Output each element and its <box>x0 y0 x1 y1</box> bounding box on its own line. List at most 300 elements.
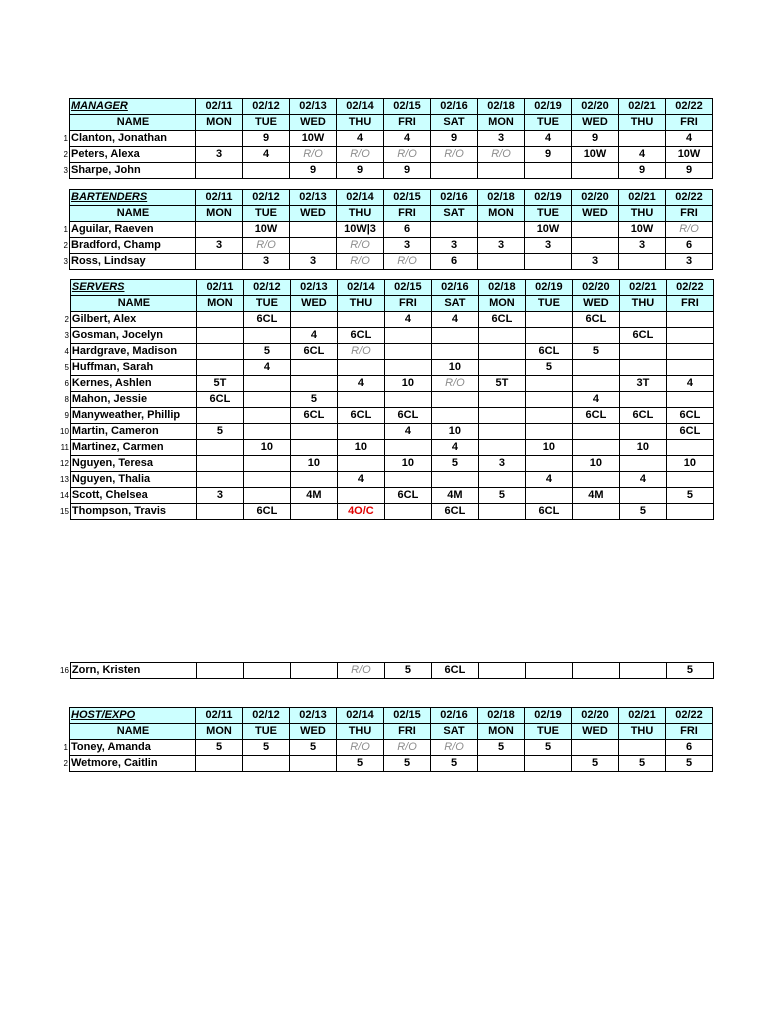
day-header-cell: WED <box>290 296 337 312</box>
shift-cell: 6CL <box>243 504 290 520</box>
shift-cell: 6CL <box>431 663 478 679</box>
shift-cell <box>619 740 666 756</box>
date-header-cell: 02/16 <box>431 708 478 724</box>
section-title: MANAGER <box>70 99 196 115</box>
day-header-cell: FRI <box>666 296 713 312</box>
shift-cell: 10 <box>243 440 290 456</box>
employee-name: Thompson, Travis <box>70 504 196 520</box>
shift-cell <box>196 360 243 376</box>
shift-cell: 6CL <box>572 408 619 424</box>
shift-cell <box>196 163 243 179</box>
shift-cell: 4 <box>384 424 431 440</box>
shift-cell: 9 <box>572 131 619 147</box>
shift-cell <box>478 254 525 270</box>
day-header-cell: THU <box>337 115 384 131</box>
shift-cell: 10W <box>666 147 713 163</box>
row-number: 3 <box>63 257 68 266</box>
row-number: 2 <box>64 315 69 324</box>
shift-cell <box>572 504 619 520</box>
date-header-cell: 02/12 <box>243 190 290 206</box>
shift-cell <box>525 312 572 328</box>
employee-name: Ross, Lindsay <box>70 254 196 270</box>
shift-cell: 6CL <box>337 328 384 344</box>
shift-cell: 3 <box>431 238 478 254</box>
shift-cell <box>337 360 384 376</box>
shift-cell <box>431 163 478 179</box>
day-header-cell: SAT <box>431 115 478 131</box>
shift-cell: 3 <box>478 456 525 472</box>
shift-cell <box>290 312 337 328</box>
day-header-cell: TUE <box>525 115 572 131</box>
day-header-cell: THU <box>337 296 384 312</box>
shift-cell <box>290 376 337 392</box>
date-header-cell: 02/20 <box>572 190 619 206</box>
shift-cell <box>243 663 290 679</box>
shift-cell: R/O <box>431 376 478 392</box>
shift-cell: 4 <box>337 131 384 147</box>
row-number-blank <box>60 296 70 312</box>
day-header-cell: FRI <box>666 206 713 222</box>
name-column-header: NAME <box>70 206 196 222</box>
shift-cell: 4 <box>525 131 572 147</box>
row-number: 6 <box>64 379 69 388</box>
shift-cell: 5 <box>384 756 431 772</box>
shift-cell: 6CL <box>478 312 525 328</box>
shift-cell <box>478 504 525 520</box>
shift-cell: 4 <box>243 360 290 376</box>
shift-cell <box>290 222 337 238</box>
shift-cell: 6CL <box>243 312 290 328</box>
date-header-row <box>60 280 713 296</box>
servers-schedule-table <box>60 279 714 520</box>
shift-cell: 4 <box>384 312 431 328</box>
shift-cell: 5 <box>196 424 243 440</box>
day-header-cell: THU <box>619 206 666 222</box>
row-number: 9 <box>64 411 69 420</box>
shift-cell: 3 <box>384 238 431 254</box>
shift-cell <box>243 472 290 488</box>
day-header-cell: WED <box>572 724 619 740</box>
table-row <box>60 740 713 756</box>
table-row <box>60 131 713 147</box>
shift-cell: 6CL <box>619 328 666 344</box>
shift-cell: 10 <box>619 440 666 456</box>
shift-cell <box>290 238 337 254</box>
day-header-cell: FRI <box>666 115 713 131</box>
shift-cell <box>666 312 713 328</box>
table-row <box>60 440 713 456</box>
shift-cell <box>243 488 290 504</box>
shift-cell: 3 <box>666 254 713 270</box>
shift-cell: 5 <box>290 392 337 408</box>
shift-cell <box>666 472 713 488</box>
day-header-cell: WED <box>290 115 337 131</box>
shift-cell: 6 <box>431 254 478 270</box>
shift-cell: 5 <box>243 344 290 360</box>
row-number: 14 <box>60 491 69 500</box>
date-header-cell: 02/19 <box>525 190 572 206</box>
shift-cell <box>290 756 337 772</box>
shift-cell: 3 <box>572 254 619 270</box>
day-header-cell: WED <box>572 296 619 312</box>
row-number-blank <box>60 190 70 206</box>
employee-name: Gosman, Jocelyn <box>70 328 196 344</box>
shift-cell <box>243 408 290 424</box>
shift-cell: 9 <box>337 163 384 179</box>
shift-cell <box>572 440 619 456</box>
shift-cell <box>572 238 619 254</box>
shift-cell <box>525 408 572 424</box>
employee-name: Wetmore, Caitlin <box>70 756 196 772</box>
table-row <box>60 392 713 408</box>
shift-cell: 6CL <box>384 488 431 504</box>
date-header-cell: 02/22 <box>666 99 713 115</box>
shift-cell: 4 <box>572 392 619 408</box>
date-header-cell: 02/15 <box>384 708 431 724</box>
name-column-header: NAME <box>70 296 196 312</box>
shift-cell: 4 <box>337 376 384 392</box>
shift-cell: 5 <box>478 740 525 756</box>
shift-cell: 4 <box>243 147 290 163</box>
shift-cell <box>525 163 572 179</box>
shift-cell: 3 <box>243 254 290 270</box>
shift-cell <box>619 131 666 147</box>
shift-cell: 10W <box>525 222 572 238</box>
shift-cell <box>478 344 525 360</box>
shift-cell <box>384 392 431 408</box>
date-header-cell: 02/13 <box>290 280 337 296</box>
row-number: 8 <box>64 395 69 404</box>
row-number: 1 <box>63 134 68 143</box>
day-header-cell: WED <box>290 724 337 740</box>
employee-name: Peters, Alexa <box>70 147 196 163</box>
employee-name: Zorn, Kristen <box>70 663 196 679</box>
shift-cell: R/O <box>384 254 431 270</box>
manager-schedule-table <box>60 98 713 179</box>
employee-name: Mahon, Jessie <box>70 392 196 408</box>
shift-cell: 9 <box>290 163 337 179</box>
shift-cell <box>478 408 525 424</box>
table-row <box>60 456 713 472</box>
shift-cell <box>384 344 431 360</box>
shift-cell: 10W <box>619 222 666 238</box>
shift-cell: 3 <box>525 238 572 254</box>
shift-cell <box>666 360 713 376</box>
date-header-cell: 02/12 <box>243 99 290 115</box>
date-header-cell: 02/20 <box>572 708 619 724</box>
shift-cell <box>619 360 666 376</box>
shift-cell: 6CL <box>196 392 243 408</box>
shift-cell <box>384 328 431 344</box>
shift-cell: 6 <box>666 740 713 756</box>
shift-cell: 5T <box>196 376 243 392</box>
shift-cell <box>478 472 525 488</box>
shift-cell <box>619 392 666 408</box>
shift-cell <box>290 504 337 520</box>
shift-cell: 5 <box>384 663 431 679</box>
day-header-cell: THU <box>619 296 666 312</box>
shift-cell: 5 <box>666 663 713 679</box>
shift-cell: 5 <box>478 488 525 504</box>
shift-cell <box>478 328 525 344</box>
day-header-row <box>60 724 713 740</box>
date-header-cell: 02/19 <box>525 99 572 115</box>
shift-cell: 9 <box>384 163 431 179</box>
shift-cell <box>196 456 243 472</box>
shift-cell <box>666 344 713 360</box>
shift-cell <box>196 312 243 328</box>
shift-cell: 10 <box>431 360 478 376</box>
shift-cell <box>243 328 290 344</box>
day-header-cell: MON <box>478 296 525 312</box>
shift-cell <box>525 392 572 408</box>
shift-cell: 3 <box>196 147 243 163</box>
shift-cell <box>619 312 666 328</box>
day-header-cell: FRI <box>384 115 431 131</box>
shift-cell: R/O <box>478 147 525 163</box>
shift-cell <box>525 488 572 504</box>
day-header-cell: MON <box>478 115 525 131</box>
shift-cell <box>196 472 243 488</box>
day-header-cell: SAT <box>431 296 478 312</box>
shift-cell <box>196 131 243 147</box>
shift-cell: R/O <box>290 147 337 163</box>
shift-cell <box>243 163 290 179</box>
day-header-cell: THU <box>337 724 384 740</box>
shift-cell <box>243 424 290 440</box>
row-number-blank <box>60 206 70 222</box>
shift-cell: 5 <box>431 756 478 772</box>
shift-cell: 6CL <box>525 344 572 360</box>
table-row <box>60 360 713 376</box>
shift-cell <box>431 222 478 238</box>
shift-cell <box>619 344 666 360</box>
table-row <box>60 147 713 163</box>
shift-cell <box>572 376 619 392</box>
name-column-header: NAME <box>70 115 196 131</box>
shift-cell: 5 <box>619 504 666 520</box>
day-header-cell: MON <box>196 206 243 222</box>
shift-cell: 4 <box>666 131 713 147</box>
shift-cell: R/O <box>337 740 384 756</box>
shift-cell <box>337 312 384 328</box>
row-number: 16 <box>60 666 69 675</box>
shift-cell: 10W <box>243 222 290 238</box>
shift-cell <box>478 440 525 456</box>
shift-cell <box>384 440 431 456</box>
date-header-cell: 02/11 <box>196 280 243 296</box>
shift-cell <box>666 504 713 520</box>
shift-cell: 6CL <box>290 344 337 360</box>
employee-name: Clanton, Jonathan <box>70 131 196 147</box>
table-row <box>60 312 713 328</box>
shift-cell: 4 <box>619 472 666 488</box>
shift-cell <box>196 328 243 344</box>
date-header-cell: 02/21 <box>619 190 666 206</box>
bartenders-schedule-table <box>60 189 713 270</box>
shift-cell: 5 <box>243 740 290 756</box>
shift-cell: 4 <box>290 328 337 344</box>
date-header-cell: 02/15 <box>384 280 431 296</box>
day-header-cell: TUE <box>243 724 290 740</box>
day-header-cell: WED <box>290 206 337 222</box>
shift-cell <box>572 222 619 238</box>
date-header-cell: 02/20 <box>572 99 619 115</box>
shift-cell: 4 <box>431 312 478 328</box>
date-header-cell: 02/19 <box>525 280 572 296</box>
shift-cell <box>196 222 243 238</box>
shift-cell: 5 <box>619 756 666 772</box>
day-header-cell: FRI <box>384 296 431 312</box>
date-header-cell: 02/12 <box>243 708 290 724</box>
name-column-header: NAME <box>70 724 196 740</box>
shift-cell: 6CL <box>666 408 713 424</box>
shift-cell: 5 <box>666 488 713 504</box>
shift-cell: 4 <box>619 147 666 163</box>
shift-cell <box>666 392 713 408</box>
shift-cell: R/O <box>384 740 431 756</box>
shift-cell <box>243 756 290 772</box>
shift-cell: 3T <box>619 376 666 392</box>
day-header-cell: TUE <box>243 296 290 312</box>
date-header-cell: 02/18 <box>478 708 525 724</box>
day-header-cell: THU <box>619 724 666 740</box>
row-number: 11 <box>60 443 69 452</box>
date-header-cell: 02/13 <box>290 99 337 115</box>
shift-cell: R/O <box>337 254 384 270</box>
table-row <box>60 488 713 504</box>
shift-cell <box>525 376 572 392</box>
shift-cell: 6CL <box>572 312 619 328</box>
shift-cell: 5 <box>337 756 384 772</box>
shift-cell: 9 <box>431 131 478 147</box>
shift-cell: 10W <box>290 131 337 147</box>
shift-cell: 10 <box>384 376 431 392</box>
shift-cell <box>666 440 713 456</box>
shift-cell: 3 <box>478 131 525 147</box>
shift-cell <box>572 740 619 756</box>
row-number-blank <box>60 724 70 740</box>
date-header-cell: 02/21 <box>619 708 666 724</box>
date-header-cell: 02/18 <box>478 99 525 115</box>
day-header-cell: TUE <box>525 724 572 740</box>
shift-cell <box>196 344 243 360</box>
shift-cell <box>525 424 572 440</box>
shift-cell: 6 <box>666 238 713 254</box>
row-number: 4 <box>64 347 69 356</box>
section-title: HOST/EXPO <box>70 708 196 724</box>
employee-name: Nguyen, Teresa <box>70 456 196 472</box>
row-number-blank <box>60 99 70 115</box>
shift-cell: 10 <box>572 456 619 472</box>
shift-cell <box>196 756 243 772</box>
row-number-blank <box>60 280 70 296</box>
shift-cell <box>478 360 525 376</box>
row-number-blank <box>60 708 70 724</box>
shift-cell: 9 <box>619 163 666 179</box>
table-row <box>60 472 713 488</box>
date-header-cell: 02/21 <box>619 99 666 115</box>
day-header-row <box>60 115 713 131</box>
shift-cell: 10 <box>290 456 337 472</box>
shift-cell <box>243 376 290 392</box>
shift-cell <box>290 440 337 456</box>
shift-cell <box>384 360 431 376</box>
day-header-cell: WED <box>572 115 619 131</box>
day-header-cell: MON <box>196 296 243 312</box>
day-header-row <box>60 296 713 312</box>
shift-cell <box>431 344 478 360</box>
shift-cell <box>337 392 384 408</box>
servers-extra-schedule-table <box>60 662 714 679</box>
date-header-cell: 02/13 <box>290 190 337 206</box>
shift-cell: 5 <box>525 360 572 376</box>
shift-cell: 5 <box>666 756 713 772</box>
shift-cell: 4M <box>290 488 337 504</box>
shift-cell <box>337 424 384 440</box>
shift-cell: 4M <box>572 488 619 504</box>
shift-cell: 4O/C <box>337 504 384 520</box>
section-title: BARTENDERS <box>70 190 196 206</box>
shift-cell <box>243 392 290 408</box>
shift-cell <box>572 472 619 488</box>
shift-cell: 6CL <box>619 408 666 424</box>
employee-name: Gilbert, Alex <box>70 312 196 328</box>
date-header-cell: 02/18 <box>478 280 525 296</box>
shift-cell <box>290 472 337 488</box>
date-header-cell: 02/13 <box>290 708 337 724</box>
employee-name: Hardgrave, Madison <box>70 344 196 360</box>
shift-cell: 10W|3 <box>337 222 384 238</box>
table-row <box>60 328 713 344</box>
shift-cell: 3 <box>619 238 666 254</box>
date-header-cell: 02/15 <box>384 99 431 115</box>
shift-cell: 9 <box>525 147 572 163</box>
shift-cell <box>196 504 243 520</box>
shift-cell <box>478 756 525 772</box>
date-header-cell: 02/14 <box>337 190 384 206</box>
employee-name: Toney, Amanda <box>70 740 196 756</box>
shift-cell: 10 <box>337 440 384 456</box>
shift-cell: 10W <box>572 147 619 163</box>
shift-cell: 9 <box>666 163 713 179</box>
shift-cell: R/O <box>431 147 478 163</box>
day-header-cell: MON <box>196 115 243 131</box>
shift-cell: R/O <box>337 238 384 254</box>
day-header-cell: WED <box>572 206 619 222</box>
shift-cell: 4 <box>431 440 478 456</box>
shift-cell: 6CL <box>525 504 572 520</box>
day-header-cell: SAT <box>431 206 478 222</box>
shift-cell: R/O <box>337 663 384 679</box>
shift-cell: 5 <box>196 740 243 756</box>
shift-cell <box>478 222 525 238</box>
row-number: 3 <box>63 166 68 175</box>
shift-cell <box>572 360 619 376</box>
date-header-cell: 02/22 <box>666 190 713 206</box>
date-header-cell: 02/11 <box>196 190 243 206</box>
shift-cell <box>478 663 525 679</box>
day-header-cell: MON <box>478 724 525 740</box>
shift-cell <box>384 504 431 520</box>
date-header-cell: 02/22 <box>666 280 713 296</box>
employee-name: Sharpe, John <box>70 163 196 179</box>
day-header-cell: TUE <box>243 115 290 131</box>
day-header-cell: TUE <box>243 206 290 222</box>
shift-cell <box>572 424 619 440</box>
shift-cell <box>196 440 243 456</box>
table-row <box>60 424 713 440</box>
